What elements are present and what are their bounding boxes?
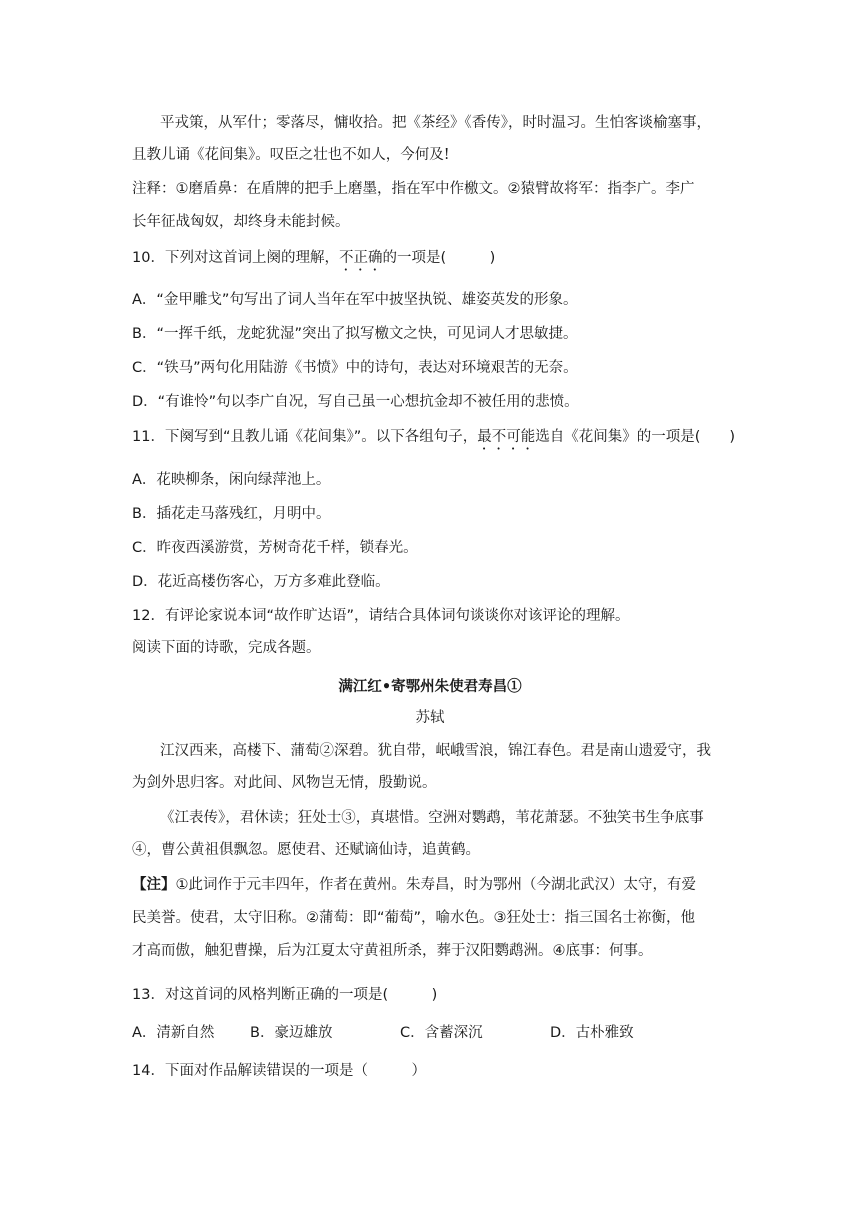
question-13-stem: 13．对这首词的风格判断正确的一项是( ): [132, 987, 438, 1003]
notes1-line-1: 注释：①磨盾鼻：在盾牌的把手上磨墨，指在军中作檄文。②猿臂故将军：指李广。李广: [132, 181, 695, 197]
question-11-stem-pre: 11．下阕写到“且教儿诵《花间集》”。以下各组句子，: [132, 429, 478, 445]
poem1-line-1: 平戎策，从军什；零落尽，慵收拾。把《茶经》《香传》，时时温习。生怕客谈榆塞事，: [160, 115, 711, 131]
question-10-option-a: A．“金甲雕戈”句写出了词人当年在军中披坚执锐、雄姿英发的形象。: [132, 292, 578, 308]
question-10-option-b: B．“一挥千纸，龙蛇犹湿”突出了拟写檄文之快，可见词人才思敏捷。: [132, 326, 578, 342]
question-11-option-b: B．插花走马落残红，月明中。: [132, 506, 331, 522]
question-11-emphasis: 最不可能: [477, 429, 536, 445]
question-12-stem: 12．有评论家说本词“故作旷达语”，请结合具体词句谈谈你对该评论的理解。: [132, 608, 630, 624]
poem2-line-2: 为剑外思归客。对此间、风物岂无情，殷勤说。: [132, 775, 437, 791]
notes2-text-1: ①此词作于元丰四年，作者在黄州。朱寿昌，时为鄂州（今湖北武汉）太守，有爱: [175, 877, 696, 893]
question-10-emphasis: 不正确: [338, 250, 383, 266]
notes2-line-3: 才高而傲，触犯曹操，后为江夏太守黄祖所杀，葬于汉阳鹦鹉洲。④底事：何事。: [132, 943, 653, 959]
notes2-label: 【注】: [132, 877, 176, 893]
question-10-option-d: D．“有谁怜”句以李广自况，写自己虽一心想抗金却不被任用的悲愤。: [132, 394, 579, 410]
question-13-option-d: D．古朴雅致: [550, 1025, 634, 1041]
question-13-option-b: B．豪迈雄放: [250, 1025, 333, 1041]
question-14-stem: 14．下面对作品解读错误的一项是（ ）: [132, 1063, 426, 1079]
question-10-stem: [132, 248, 495, 274]
question-11-option-c: C．昨夜西溪游赏，芳树奇花千样，锁春光。: [132, 540, 418, 556]
question-11-option-a: A．花映柳条，闲向绿萍池上。: [132, 472, 331, 488]
poem2-author: 苏轼: [415, 710, 445, 726]
question-11-stem-post: 选自《花间集》的一项是( ): [535, 429, 736, 445]
poem2-line-4: ④，曹公黄祖俱飘忽。愿使君、还赋谪仙诗，追黄鹤。: [132, 842, 480, 858]
notes1-line-2: 长年征战匈奴，却终身未能封候。: [132, 214, 350, 230]
question-13-option-c: C．含蓄深沉: [400, 1025, 483, 1041]
notes2-line-1: [132, 875, 696, 895]
question-11-stem: [132, 427, 735, 453]
poem2-line-1: 江汉西来，高楼下、蒲萄②深碧。犹自带，岷峨雪浪，锦江春色。君是南山遗爱守，我: [160, 743, 711, 759]
question-10-option-c: C．“铁马”两句化用陆游《书愤》中的诗句，表达对环境艰苦的无奈。: [132, 360, 578, 376]
question-11-option-d: D．花近高楼伤客心，万方多难此登临。: [132, 574, 390, 590]
question-13-option-a: A．清新自然: [132, 1025, 215, 1041]
reading-instruction: 阅读下面的诗歌，完成各题。: [132, 640, 321, 656]
question-10-stem-pre: 10．下列对这首词上阕的理解，: [132, 250, 339, 266]
notes2-line-2: 民美誉。使君，太守旧称。②蒲萄：即“葡萄”，喻水色。③狂处士：指三国名士祢衡，他: [132, 910, 696, 926]
poem2-title: 满江红•寄鄂州朱使君寿昌①: [338, 678, 522, 695]
poem1-line-2: 且教儿诵《花间集》。叹臣之壮也不如人，今何及!: [132, 147, 450, 163]
poem2-line-3: 《江表传》，君休读；狂处士③，真堪惜。空洲对鹦鹉，苇花萧瑟。不独笑书生争底事: [160, 810, 704, 826]
question-13-options: [132, 1023, 634, 1043]
question-10-stem-post: 的一项是( ): [382, 250, 496, 266]
